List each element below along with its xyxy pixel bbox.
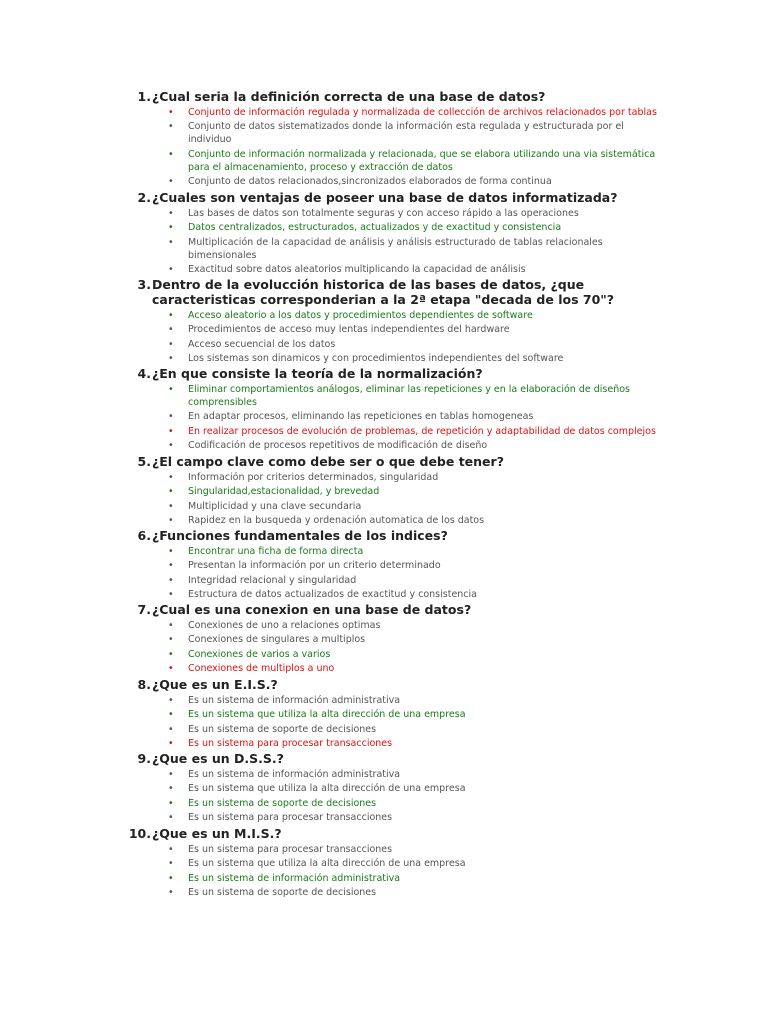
bullet-icon: • (168, 338, 174, 350)
answer-item-neutral (128, 338, 668, 351)
answer-item-correct (128, 383, 668, 409)
answer-text: Multiplicación de la capacidad de análisis y análisis estructurado de tablas relacionales bimensionales (188, 236, 603, 261)
bullet-icon: • (168, 694, 174, 706)
bullet-icon: • (168, 515, 174, 526)
answer-item-neutral (128, 471, 668, 484)
answer-text: Es un sistema de información administrativa (188, 768, 401, 780)
question-9 (128, 751, 668, 824)
answer-item-neutral (128, 633, 668, 646)
answer-list (128, 106, 668, 189)
answer-list (128, 619, 668, 676)
question-number: 3. (137, 277, 151, 292)
question-text: ¿Funciones fundamentales de los indices? (152, 528, 448, 543)
answer-item-correct (128, 648, 668, 661)
bullet-icon: • (168, 887, 174, 898)
answer-item-neutral (128, 886, 668, 899)
bullet-icon: • (168, 574, 174, 586)
answer-text: En adaptar procesos, eliminando las repeticiones en tablas homogeneas (188, 411, 534, 422)
bullet-icon: • (168, 471, 174, 483)
bullet-icon: • (168, 236, 174, 248)
answer-item-neutral (128, 236, 668, 262)
answer-text: Exactitud sobre datos aleatorios multiplicando la capacidad de análisis (188, 264, 526, 275)
answer-text: Es un sistema de información administrativa (188, 694, 401, 706)
answer-item-neutral (128, 263, 668, 276)
answer-item-correct (128, 797, 668, 810)
answer-text: En realizar procesos de evolución de problemas, de repetición y adaptabilidad de datos complejos (188, 425, 656, 437)
question-text: ¿En que consiste la teoría de la normalización? (152, 366, 483, 381)
answer-text: Es un sistema para procesar transacciones (188, 738, 393, 749)
bullet-icon: • (168, 353, 174, 364)
answer-list (128, 309, 668, 366)
answer-item-neutral (128, 410, 668, 423)
question-text: ¿Cual es una conexion en una base de datos? (152, 602, 472, 617)
answer-text: Conjunto de datos relacionados,sincronizados elaborados de forma continua (188, 176, 552, 187)
bullet-icon: • (168, 723, 174, 735)
answer-text: Conjunto de datos sistematizados donde la información esta regulada y estructurada por el individuo (188, 121, 624, 145)
question-text: ¿Cuales son ventajas de poseer una base de datos informatizada? (152, 190, 618, 205)
answer-item-neutral (128, 352, 668, 365)
question-number: 4. (137, 366, 151, 381)
answer-text: Conjunto de información normalizada y relacionada, que se elabora utilizando una via sistemática para el almacenamiento, proceso y extracción de datos (188, 148, 656, 173)
answer-item-neutral (128, 207, 668, 220)
answer-item-neutral (128, 723, 668, 736)
question-6 (128, 528, 668, 601)
question-7 (128, 602, 668, 675)
bullet-icon: • (168, 797, 174, 809)
answer-item-neutral (128, 574, 668, 587)
bullet-icon: • (168, 383, 174, 395)
question-10 (128, 826, 668, 899)
bullet-icon: • (168, 148, 174, 160)
answer-item-neutral (128, 857, 668, 870)
answer-list (128, 471, 668, 528)
bullet-icon: • (168, 634, 174, 645)
answer-text: Es un sistema de soporte de decisiones (188, 887, 377, 898)
answer-item-incorrect (128, 425, 668, 438)
answer-text: Singularidad,estacionalidad, y brevedad (188, 486, 380, 497)
bullet-icon: • (168, 545, 174, 557)
bullet-icon: • (168, 207, 174, 219)
answer-text: Conexiones de varios a varios (188, 648, 331, 660)
answer-text: Es un sistema para procesar transacciones (188, 843, 393, 855)
question-number: 7. (137, 602, 151, 617)
answer-item-correct (128, 221, 668, 234)
answer-list (128, 207, 668, 277)
bullet-icon: • (168, 324, 174, 335)
answer-text: Es un sistema de soporte de decisiones (188, 797, 377, 809)
question-1 (128, 89, 668, 188)
bullet-icon: • (168, 812, 174, 823)
bullet-icon: • (168, 858, 174, 869)
question-number: 5. (137, 454, 151, 469)
answer-item-incorrect (128, 662, 668, 675)
answer-item-neutral (128, 175, 668, 188)
answer-text: Encontrar una ficha de forma directa (188, 545, 364, 557)
answer-item-neutral (128, 782, 668, 795)
question-number: 6. (137, 528, 151, 543)
answer-text: Eliminar comportamientos análogos, eliminar las repeticiones y en la elaboración de diseños comprensibles (188, 383, 630, 408)
bullet-icon: • (168, 121, 174, 132)
bullet-icon: • (168, 768, 174, 780)
bullet-icon: • (168, 738, 174, 749)
bullet-icon: • (168, 709, 174, 720)
answer-item-correct (128, 872, 668, 885)
answer-item-neutral (128, 559, 668, 572)
answer-text: Procedimientos de acceso muy lentas independientes del hardware (188, 324, 510, 335)
bullet-icon: • (168, 619, 174, 631)
answer-text: Conexiones de multiplos a uno (188, 663, 335, 674)
answer-item-neutral (128, 619, 668, 632)
answer-text: Acceso aleatorio a los datos y procedimientos dependientes de software (188, 309, 533, 321)
question-text: ¿Que es un M.I.S.? (152, 826, 282, 841)
answer-item-neutral (128, 811, 668, 824)
answer-list (128, 545, 668, 602)
answer-item-incorrect (128, 106, 668, 119)
answer-item-neutral (128, 439, 668, 452)
question-8 (128, 677, 668, 750)
answer-text: Codificación de procesos repetitivos de modificación de diseño (188, 440, 488, 451)
answer-item-neutral (128, 694, 668, 707)
answer-item-neutral (128, 323, 668, 336)
bullet-icon: • (168, 560, 174, 571)
bullet-icon: • (168, 309, 174, 321)
bullet-icon: • (168, 843, 174, 855)
answer-list (128, 694, 668, 751)
answer-text: Conexiones de uno a relaciones optimas (188, 619, 381, 631)
bullet-icon: • (168, 440, 174, 451)
question-text: ¿El campo clave como debe ser o que debe tener? (152, 454, 504, 469)
answer-text: Presentan la información por un criterio determinado (188, 560, 441, 571)
answer-text: Conexiones de singulares a multiplos (188, 634, 366, 645)
question-text: Dentro de la evolucción historica de las bases de datos, ¿que caracteristicas corresponderian a la 2ª etapa "decada de los 70"? (152, 277, 615, 307)
answer-text: Los sistemas son dinamicos y con procedimientos independientes del software (188, 353, 564, 364)
bullet-icon: • (168, 500, 174, 512)
bullet-icon: • (168, 264, 174, 275)
answer-text: Es un sistema de información administrativa (188, 872, 401, 884)
answer-item-correct (128, 485, 668, 498)
answer-text: Es un sistema de soporte de decisiones (188, 723, 377, 735)
answer-item-neutral (128, 500, 668, 513)
bullet-icon: • (168, 783, 174, 794)
question-number: 1. (137, 89, 151, 104)
answer-text: Es un sistema que utiliza la alta dirección de una empresa (188, 783, 466, 794)
answer-text: Es un sistema que utiliza la alta dirección de una empresa (188, 858, 466, 869)
question-text: ¿Que es un D.S.S.? (152, 751, 284, 766)
answer-text: Es un sistema que utiliza la alta dirección de una empresa (188, 709, 466, 720)
bullet-icon: • (168, 648, 174, 660)
answer-item-incorrect (128, 737, 668, 750)
bullet-icon: • (168, 425, 174, 437)
answer-text: Acceso secuencial de los datos (188, 338, 336, 350)
question-2 (128, 190, 668, 276)
question-text: ¿Que es un E.I.S.? (152, 677, 278, 692)
answer-text: Las bases de datos son totalmente seguras y con acceso rápido a las operaciones (188, 207, 579, 219)
answer-item-neutral (128, 120, 668, 146)
question-text: ¿Cual seria la definición correcta de una base de datos? (152, 89, 546, 104)
bullet-icon: • (168, 872, 174, 884)
answer-text: Información por criterios determinados, singularidad (188, 471, 439, 483)
answer-text: Multiplicidad y una clave secundaria (188, 500, 362, 512)
bullet-icon: • (168, 411, 174, 422)
question-number: 9. (137, 751, 151, 766)
answer-item-neutral (128, 514, 668, 527)
answer-item-correct (128, 148, 668, 174)
answer-item-neutral (128, 588, 668, 601)
answer-item-correct (128, 545, 668, 558)
answer-item-correct (128, 708, 668, 721)
answer-item-neutral (128, 768, 668, 781)
question-number: 10. (128, 826, 151, 841)
bullet-icon: • (168, 176, 174, 187)
answer-list (128, 383, 668, 453)
answer-list (128, 768, 668, 825)
answer-text: Rapidez en la busqueda y ordenación automatica de los datos (188, 515, 485, 526)
answer-text: Conjunto de información regulada y normalizada de collección de archivos relacionados por tablas (188, 106, 657, 118)
bullet-icon: • (168, 486, 174, 497)
answer-text: Integridad relacional y singularidad (188, 574, 357, 586)
question-number: 2. (137, 190, 151, 205)
bullet-icon: • (168, 663, 174, 674)
question-4 (128, 366, 668, 452)
bullet-icon: • (168, 589, 174, 600)
question-3 (128, 277, 668, 365)
question-5 (128, 454, 668, 527)
answer-text: Datos centralizados, estructurados, actualizados y de exactitud y consistencia (188, 222, 562, 233)
bullet-icon: • (168, 222, 174, 233)
answer-item-neutral (128, 843, 668, 856)
question-number: 8. (137, 677, 151, 692)
answer-item-correct (128, 309, 668, 322)
answer-text: Estructura de datos actualizados de exactitud y consistencia (188, 589, 477, 600)
answer-text: Es un sistema para procesar transacciones (188, 812, 393, 823)
bullet-icon: • (168, 106, 174, 118)
answer-list (128, 843, 668, 900)
